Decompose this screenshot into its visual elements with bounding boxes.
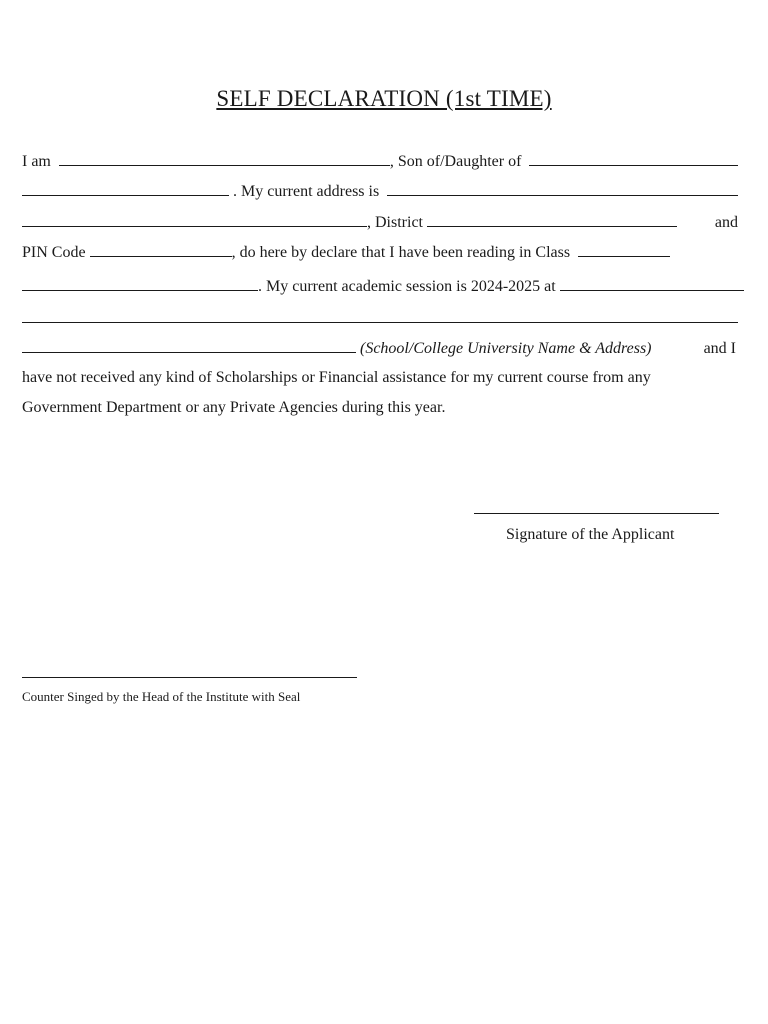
session-row	[22, 273, 744, 297]
session-label: . My current academic session is 2024-2025 at	[258, 278, 556, 295]
form-title: SELF DECLARATION (1st TIME)	[216, 86, 552, 111]
son-daughter-label: , Son of/Daughter of	[389, 153, 522, 170]
applicant-name-field[interactable]	[59, 148, 390, 166]
district-label: , District	[367, 214, 423, 231]
countersignature-field[interactable]	[22, 677, 357, 678]
institution-address-field[interactable]	[22, 335, 356, 353]
parent-name-continued-field[interactable]	[22, 178, 229, 196]
i-am-label: I am	[22, 153, 51, 170]
and-label: and	[714, 214, 738, 231]
and-i-label: and I	[703, 340, 736, 357]
applicant-signature-field[interactable]	[474, 513, 719, 514]
institution-hint: (School/College University Name & Address)	[360, 340, 652, 357]
district-row	[22, 209, 738, 233]
parent-name-field[interactable]	[529, 148, 738, 166]
institution-field[interactable]	[560, 273, 744, 291]
declaration-text-line-2: Government Department or any Private Agencies during this year.	[22, 399, 446, 416]
institution-continued-field[interactable]	[22, 322, 738, 323]
pin-code-field[interactable]	[90, 239, 232, 257]
declaration-text-line-1: have not received any kind of Scholarships or Financial assistance for my current course from any	[22, 369, 651, 386]
district-field[interactable]	[427, 209, 677, 227]
address-continued-field[interactable]	[22, 209, 367, 227]
applicant-signature-label: Signature of the Applicant	[506, 526, 675, 543]
address-row	[22, 178, 738, 202]
declaration-label: , do here by declare that I have been reading in Class	[231, 244, 571, 261]
institution-row	[22, 335, 736, 359]
class-field[interactable]	[578, 239, 670, 257]
address-field[interactable]	[387, 178, 738, 196]
name-row	[22, 148, 738, 172]
countersignature-label: Counter Singed by the Head of the Institute with Seal	[22, 689, 301, 704]
address-label: . My current address is	[233, 183, 380, 200]
class-continued-field[interactable]	[22, 273, 258, 291]
pin-code-label: PIN Code	[22, 244, 86, 261]
pin-class-row	[22, 239, 738, 263]
